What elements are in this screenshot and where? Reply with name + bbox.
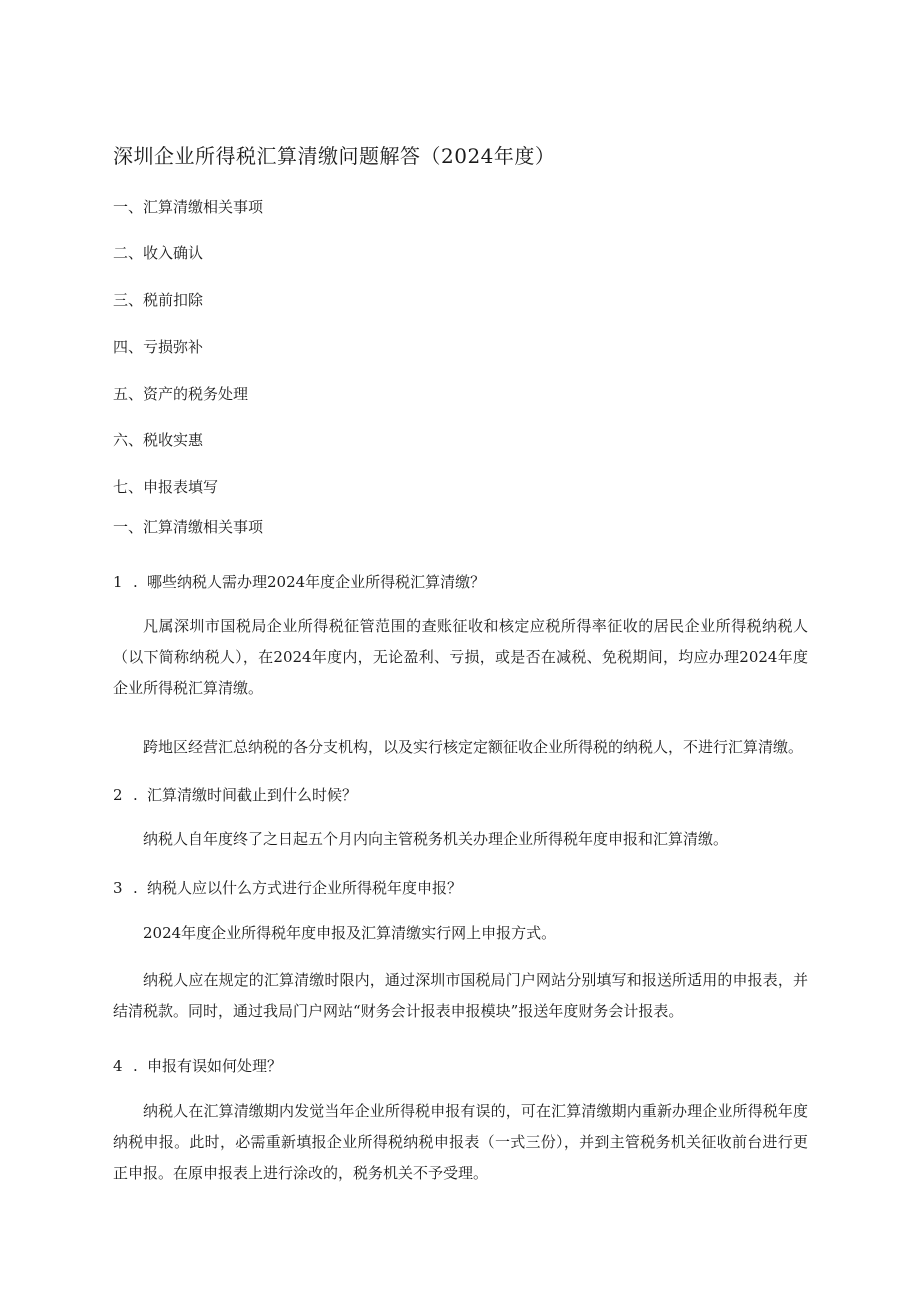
- question-text: 哪些纳税人需办理2024年度企业所得税汇算清缴？: [147, 573, 486, 591]
- toc-item-4: 四、亏损弥补: [113, 338, 204, 356]
- document-title: 深圳企业所得税汇算清缴问题解答（2024年度）: [113, 144, 556, 168]
- question-2: 2 . 汇算清缴时间截止到什么时候？: [113, 786, 358, 804]
- question-number: 3: [113, 879, 123, 897]
- toc-item-5: 五、资产的税务处理: [113, 385, 249, 403]
- question-1: 1 . 哪些纳税人需办理2024年度企业所得税汇算清缴？: [113, 573, 486, 591]
- answer-paragraph: 凡属深圳市国税局企业所得税征管范围的查账征收和核定应税所得率征收的居民企业所得税纳税人（以下简称纳税人），在2024年度内，无论盈利、亏损，或是否在减税、免税期间，均应办理2024年度企业所得税汇算清缴。: [113, 617, 808, 697]
- answer-paragraph: 纳税人自年度终了之日起五个月内向主管税务机关办理企业所得税年度申报和汇算清缴。: [143, 830, 729, 848]
- toc-item-3: 三、税前扣除: [113, 291, 204, 309]
- toc-item-1: 一、汇算清缴相关事项: [113, 198, 264, 216]
- toc-item-7: 七、申报表填写: [113, 478, 219, 496]
- answer-paragraph: 纳税人在汇算清缴期内发觉当年企业所得税申报有误的，可在汇算清缴期内重新办理企业所得税年度纳税申报。此时，必需重新填报企业所得税纳税申报表（一式三份），并到主管税务机关征收前台进行更正申报。在原申报表上进行涂改的，税务机关不予受理。: [113, 1102, 808, 1182]
- question-number: 1: [113, 573, 123, 591]
- answer-paragraph: 2024年度企业所得税年度申报及汇算清缴实行网上申报方式。: [143, 924, 557, 942]
- question-3: 3 . 纳税人应以什么方式进行企业所得税年度申报？: [113, 879, 463, 897]
- toc-item-2: 二、收入确认: [113, 244, 204, 262]
- question-text: 纳税人应以什么方式进行企业所得税年度申报？: [147, 879, 463, 897]
- question-number: 2: [113, 786, 123, 804]
- answer-paragraph: 纳税人应在规定的汇算清缴时限内，通过深圳市国税局门户网站分别填写和报送所适用的申报表，并结清税款。同时，通过我局门户网站“财务会计报表申报模块”报送年度财务会计报表。: [113, 971, 808, 1020]
- question-4: 4 . 申报有误如何处理？: [113, 1057, 283, 1075]
- question-text: 申报有误如何处理？: [147, 1057, 283, 1075]
- toc-item-6: 六、税收实惠: [113, 431, 204, 449]
- section-heading: 一、汇算清缴相关事项: [113, 518, 264, 536]
- answer-paragraph: 跨地区经营汇总纳税的各分支机构，以及实行核定定额征收企业所得税的纳税人，不进行汇算清缴。: [143, 738, 804, 756]
- question-text: 汇算清缴时间截止到什么时候？: [147, 786, 358, 804]
- question-number: 4: [113, 1057, 123, 1075]
